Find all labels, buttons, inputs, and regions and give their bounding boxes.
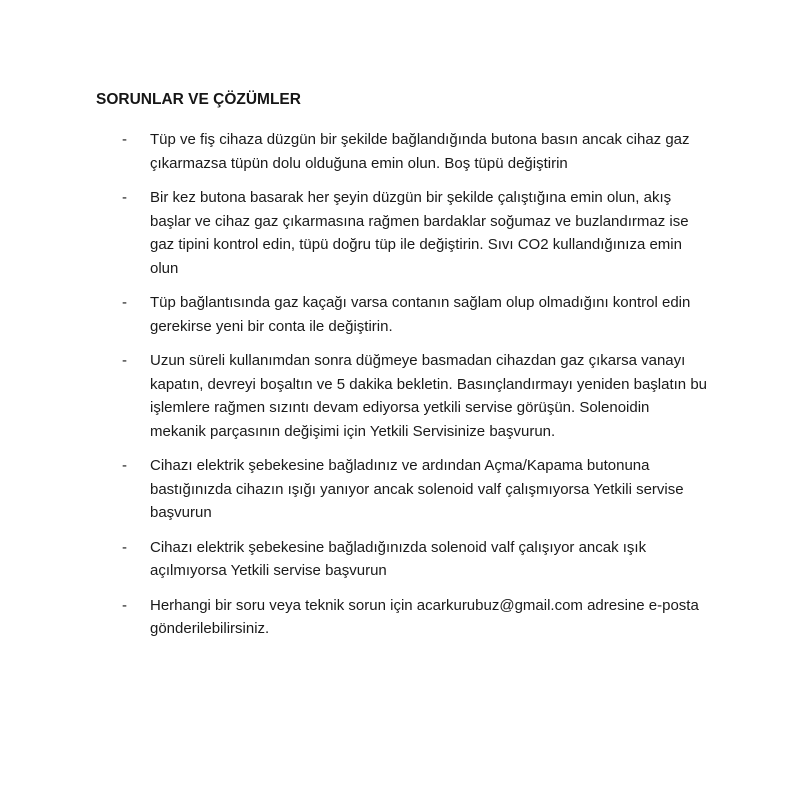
page-title: SORUNLAR VE ÇÖZÜMLER — [96, 91, 301, 108]
list-item — [96, 349, 712, 443]
bullet-text: Cihazı elektrik şebekesine bağladınız ve ardından Açma/Kapama butonuna bastığınızda cihazın ışığı yanıyor ancak solenoid valf çalışmıyorsa Yetkili servise başvurun — [150, 457, 684, 521]
list-item — [96, 291, 712, 338]
bullet-text: Bir kez butona basarak her şeyin düzgün bir şekilde çalıştığına emin olun, akış başlar ve cihaz gaz çıkarmasına rağmen bardaklar soğumaz ve buzlandırmaz ise gaz tipini kontrol edin, tüpü doğru tüp ile değiştirin. Sıvı CO2 kullandığınıza emin olun — [150, 189, 689, 277]
bullet-text: Uzun süreli kullanımdan sonra düğmeye basmadan cihazdan gaz çıkarsa vanayı kapatın, devreyi boşaltın ve 5 dakika bekletin. Basınçlandırmayı yeniden başlatın bu işlemlere rağmen sızıntı devam ediyorsa yetkili servise görüşün. Solenoidin mekanik parçasının değişimi için Yetkili Servisinize başvurun. — [150, 352, 707, 440]
bullet-text: Tüp ve fiş cihaza düzgün bir şekilde bağlandığında butona basın ancak cihaz gaz çıkarmazsa tüpün dolu olduğuna emin olun. Boş tüpü değiştirin — [150, 131, 690, 172]
list-item — [96, 186, 712, 280]
document-page — [96, 88, 712, 652]
list-item — [96, 128, 712, 175]
bullet-marker: - — [122, 189, 127, 206]
bullet-marker: - — [122, 457, 127, 474]
list-item — [96, 536, 712, 583]
bullet-text: Cihazı elektrik şebekesine bağladığınızda solenoid valf çalışıyor ancak ışık açılmıyorsa Yetkili servise başvurun — [150, 538, 647, 579]
bullet-marker: - — [122, 294, 127, 311]
bullet-list — [96, 128, 712, 641]
bullet-marker: - — [122, 596, 127, 614]
bullet-marker: - — [122, 131, 127, 148]
bullet-text: Tüp bağlantısında gaz kaçağı varsa contanın sağlam olup olmadığını kontrol edin gerekirse yeni bir conta ile değiştirin. — [150, 294, 691, 335]
bullet-marker: - — [122, 352, 127, 369]
list-item — [96, 594, 712, 641]
bullet-text: Herhangi bir soru veya teknik sorun için acarkurubuz@gmail.com adresine e-posta gönderilebilirsiniz. — [150, 596, 699, 637]
list-item — [96, 454, 712, 525]
bullet-marker: - — [122, 538, 127, 556]
